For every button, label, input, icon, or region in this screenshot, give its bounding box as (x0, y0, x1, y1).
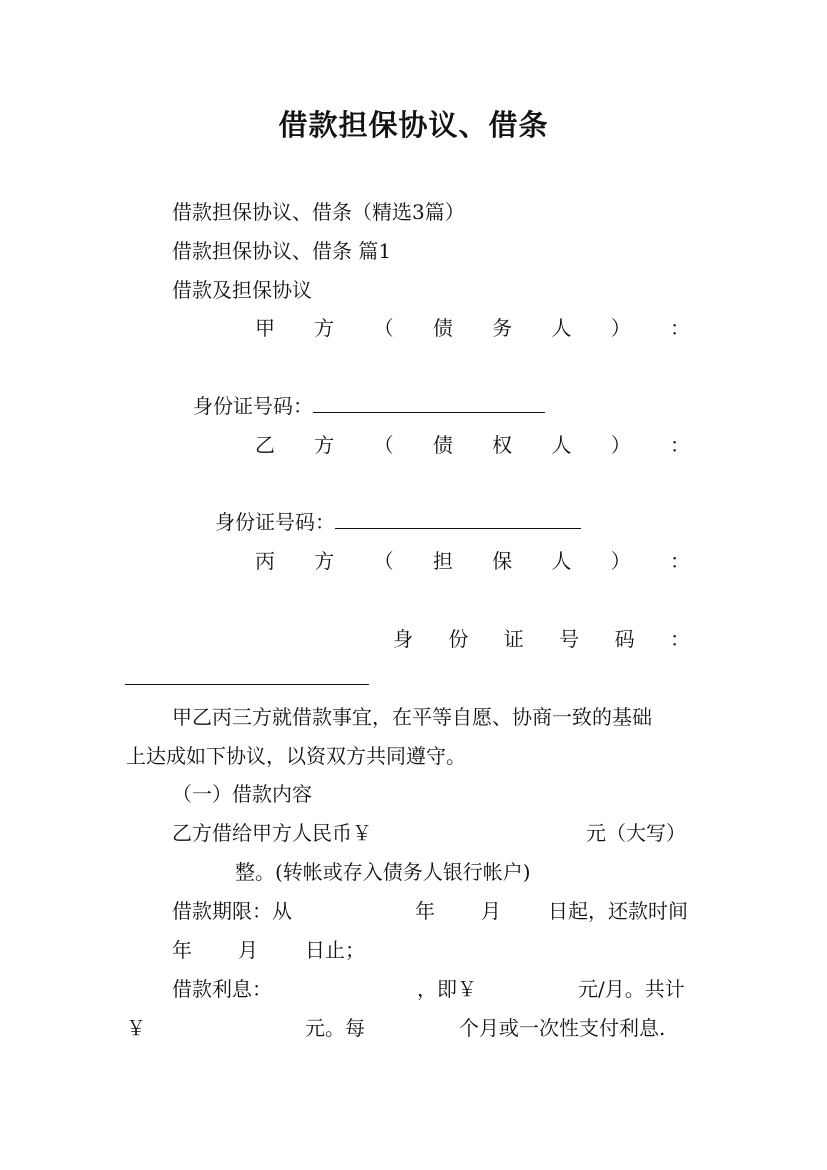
term-month: 月 (481, 899, 501, 923)
party-c-id-label (393, 629, 690, 649)
party-b-char: 债 (432, 433, 453, 457)
interest-text-b: ，即￥ (417, 977, 477, 1001)
party-a-char: 人 (551, 316, 572, 340)
interest-text-c: 元/月。共计 (578, 977, 685, 1001)
party-c-char: ） (610, 549, 631, 573)
party-c-char: 担 (432, 549, 453, 573)
party-b-char: 乙 (255, 433, 275, 457)
party-c-char: 方 (314, 549, 335, 573)
term2-day: 日止； (305, 938, 365, 962)
intro-line-3: 借款及担保协议 (172, 278, 312, 302)
party-c-char: 人 (551, 549, 572, 573)
party-a-char: 债 (432, 316, 453, 340)
term-day: 日起，还款时间 (548, 899, 688, 923)
party-c-heading (255, 551, 690, 571)
term2-year: 年 (172, 938, 192, 962)
party-a-heading (255, 318, 690, 338)
party-c-char: （ (373, 549, 394, 573)
party-c-id-char: 证 (503, 627, 524, 651)
party-c-id-blank[interactable] (125, 668, 369, 685)
party-a-char: 务 (492, 316, 513, 340)
term2-month: 月 (238, 938, 258, 962)
party-b-char: ： (669, 433, 690, 457)
party-b-id-blank[interactable] (335, 512, 581, 529)
amount-text-c: 整。(转帐或存入债务人银行帐户) (235, 860, 531, 884)
party-b-id-row (215, 512, 581, 532)
party-b-char: 权 (492, 433, 513, 457)
party-a-id-row (193, 396, 545, 416)
preamble-line-1: 甲乙丙三方就借款事宜，在平等自愿、协商一致的基础 (172, 705, 652, 729)
party-a-char: （ (373, 316, 394, 340)
party-a-id-blank[interactable] (313, 396, 545, 413)
party-b-char: ） (610, 433, 631, 457)
party-b-char: 方 (314, 433, 335, 457)
party-a-id-label: 身份证号码： (193, 394, 313, 418)
party-b-heading (255, 435, 690, 455)
interest-text-e: 元。每 (305, 1016, 365, 1040)
party-c-id-char: 号 (559, 627, 580, 651)
party-c-char: 保 (492, 549, 513, 573)
party-c-id-char: ： (669, 627, 690, 651)
party-b-id-label: 身份证号码： (215, 510, 335, 534)
party-a-char: 甲 (255, 316, 275, 340)
party-c-char: 丙 (255, 549, 275, 573)
party-c-char: ： (669, 549, 690, 573)
intro-line-1: 借款担保协议、借条（精选3篇） (172, 200, 465, 224)
party-a-char: ） (610, 316, 631, 340)
party-c-id-char: 码 (614, 627, 635, 651)
interest-text-a: 借款利息： (172, 977, 272, 1001)
preamble-line-2: 上达成如下协议，以资双方共同遵守。 (126, 744, 466, 768)
document-title: 借款担保协议、借条 (278, 108, 549, 142)
party-a-char: ： (669, 316, 690, 340)
party-c-id-char: 身 (393, 627, 413, 651)
party-b-char: 人 (551, 433, 572, 457)
amount-text-b: 元（大写） (586, 821, 686, 845)
party-a-char: 方 (314, 316, 335, 340)
party-c-id-char: 份 (448, 627, 469, 651)
party-b-char: （ (373, 433, 394, 457)
interest-text-d: ￥ (126, 1016, 146, 1040)
intro-line-2: 借款担保协议、借条 篇1 (172, 239, 392, 263)
section-1-heading: （一）借款内容 (172, 782, 312, 806)
amount-text-a: 乙方借给甲方人民币￥ (172, 821, 372, 845)
term-year: 年 (415, 899, 435, 923)
interest-text-f: 个月或一次性支付利息. (459, 1016, 666, 1040)
term-text-a: 借款期限：从 (172, 899, 292, 923)
